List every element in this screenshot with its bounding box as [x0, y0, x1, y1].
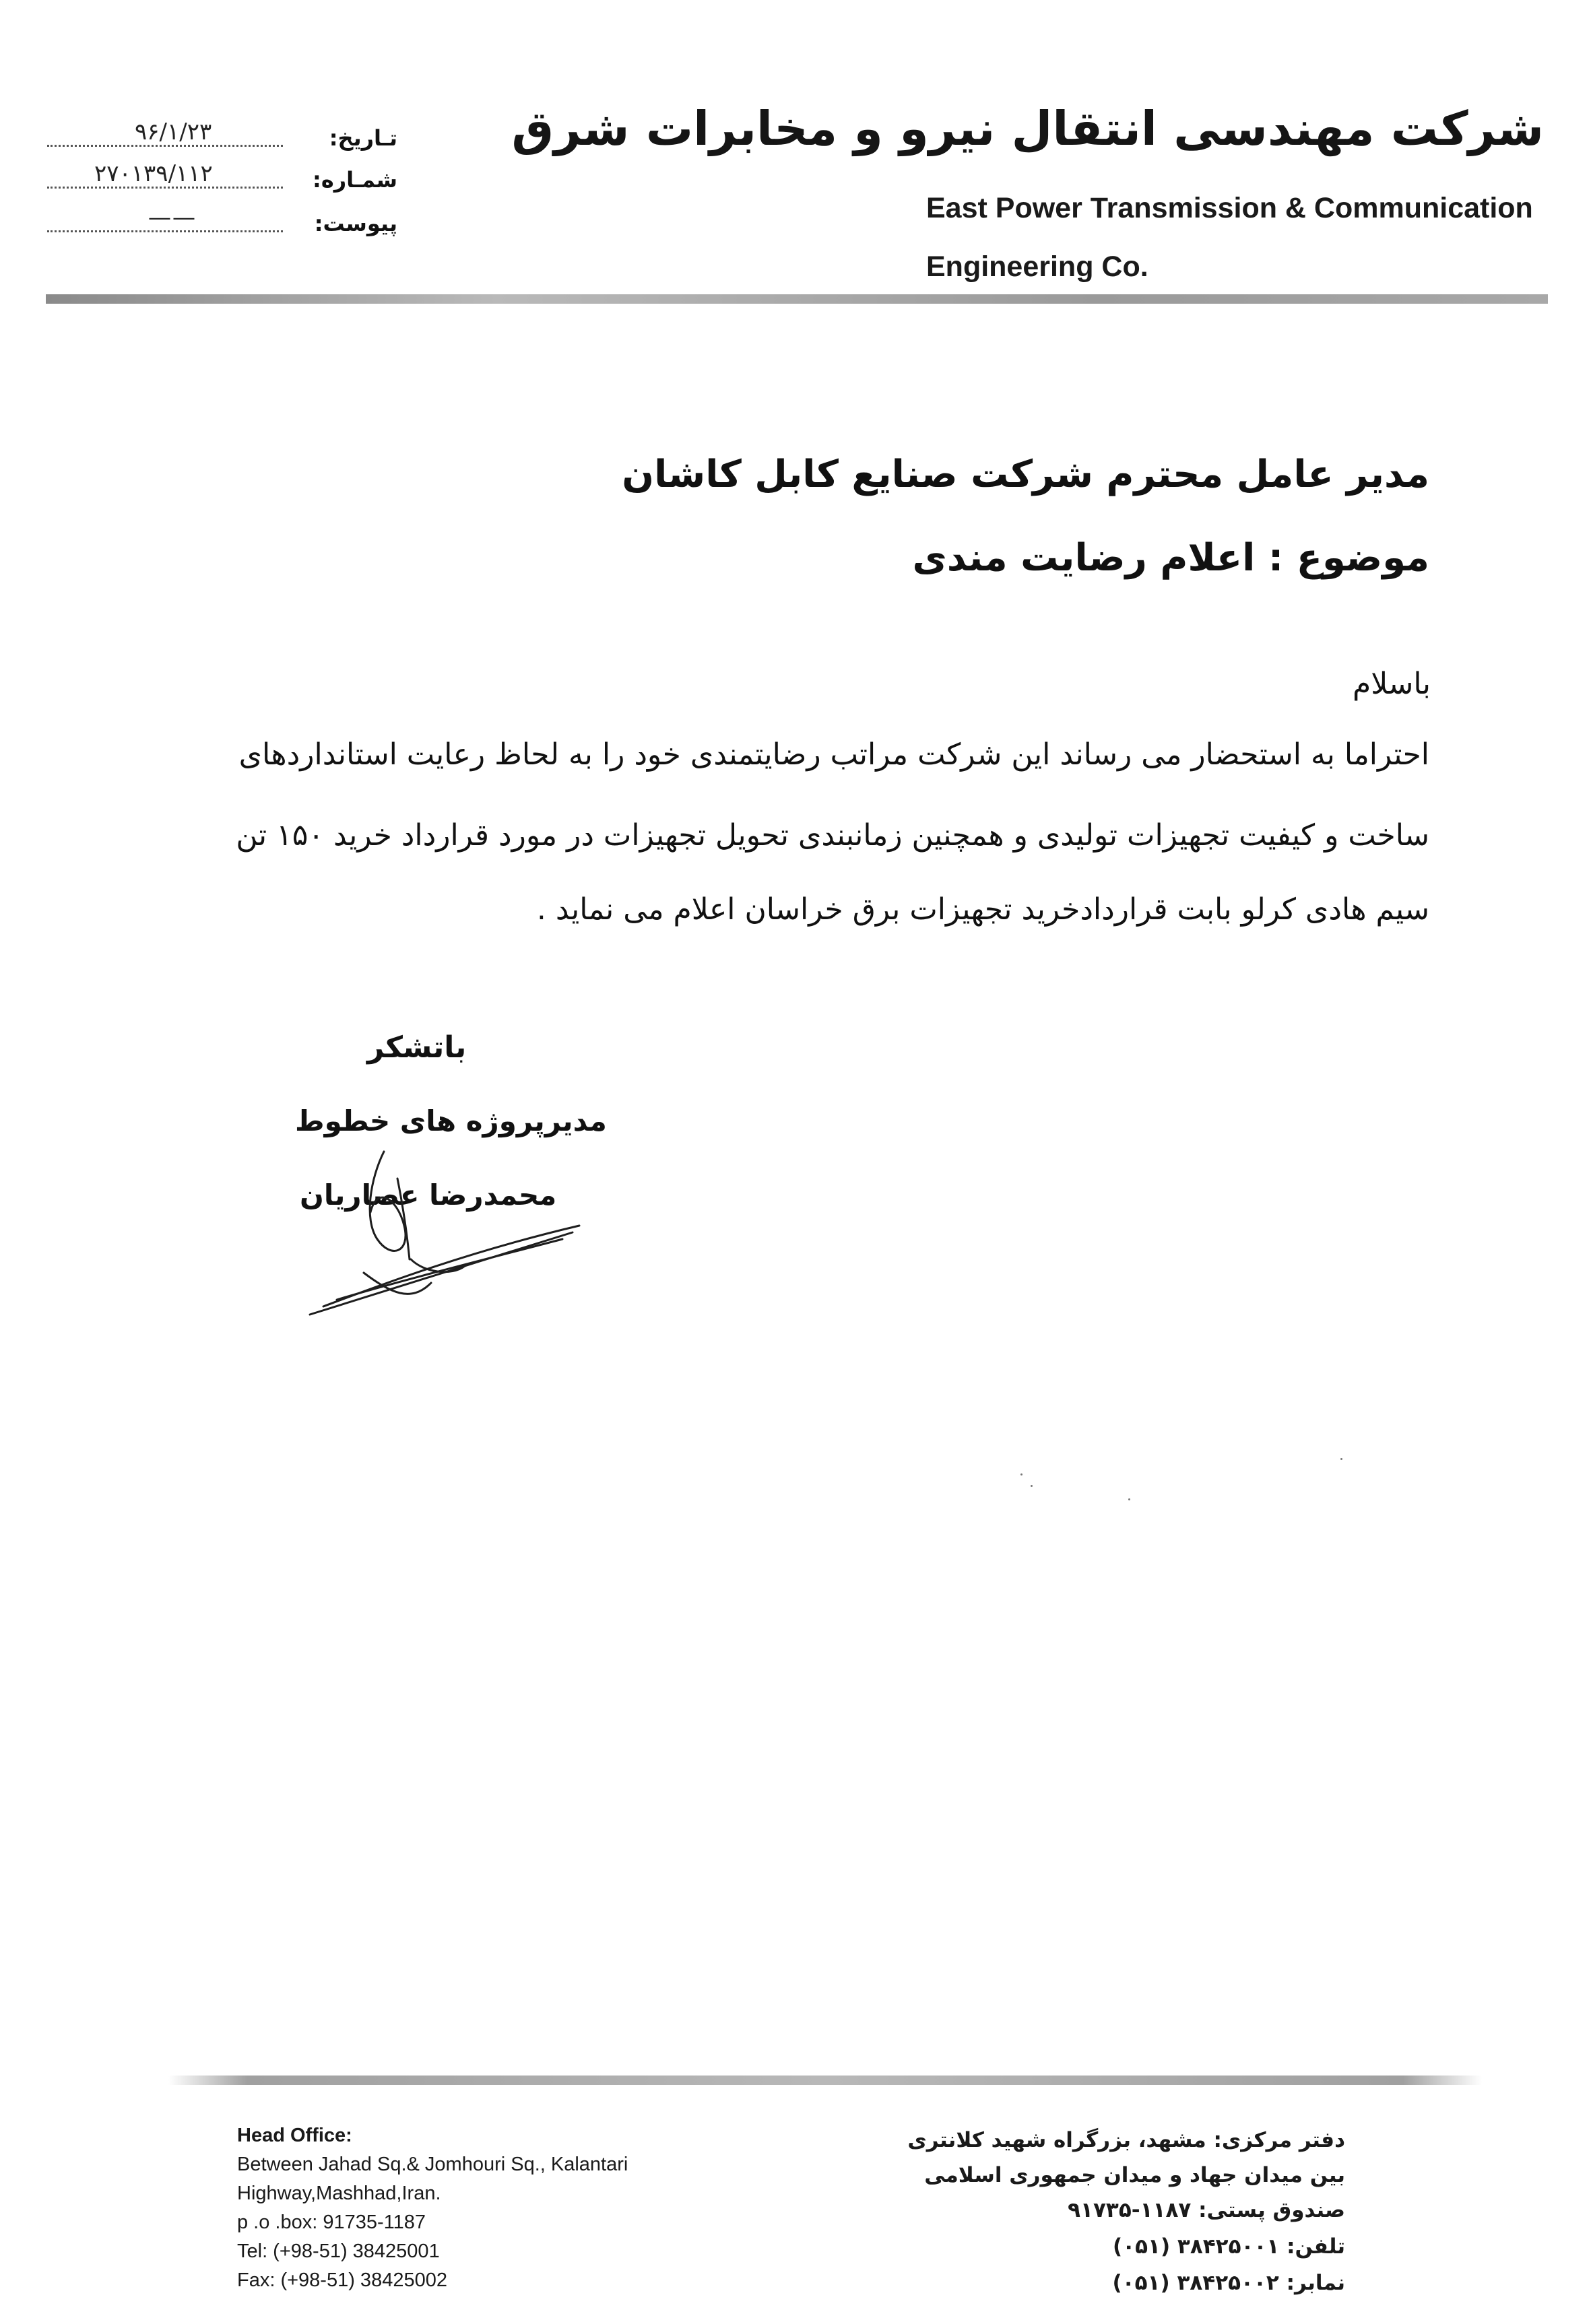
- footer-pobox-fa: صندوق پستی: ۱۱۸۷-۹۱۷۳۵: [1068, 2198, 1345, 2222]
- footer-address-fa: بین میدان جهاد و میدان جمهوری اسلامی: [924, 2163, 1345, 2187]
- footer-pobox: p .o .box: 91735-1187: [237, 2212, 426, 2233]
- subject: موضوع : اعلام رضایت مندی: [912, 536, 1429, 580]
- footer-fax: Fax: (+98-51) 38425002: [237, 2269, 447, 2291]
- footer-divider: [168, 2076, 1482, 2085]
- scan-speck: [1128, 1498, 1130, 1500]
- header-divider: [46, 294, 1548, 304]
- body-line: ساخت و کیفیت تجهیزات تولیدی و همچنین زمانبندی تحویل تجهیزات در مورد قرارداد خرید ۱۵۰ تن: [236, 818, 1429, 853]
- company-name-english-line1: East Power Transmission & Communication: [926, 192, 1533, 224]
- closing: باتشکر: [367, 1030, 467, 1065]
- date-label: تـاریخ:: [329, 125, 397, 151]
- company-name-persian: شرکت مهندسی انتقال نیرو و مخابرات شرق: [511, 101, 1544, 156]
- footer-address-line: Highway,Mashhad,Iran.: [237, 2183, 441, 2204]
- body-line: سیم هادی کرلو بابت قراردادخرید تجهیزات برق خراسان اعلام می نماید .: [536, 892, 1429, 927]
- footer-address-line: Between Jahad Sq.& Jomhouri Sq., Kalantari: [237, 2154, 628, 2175]
- footer-address-fa: دفتر مرکزی: مشهد، بزرگراه شهید کلانتری: [907, 2128, 1345, 2152]
- number-value: ۲۷۰۱۳۹/۱۱۲: [94, 160, 213, 187]
- greeting: باسلام: [1352, 667, 1431, 701]
- footer-tel: Tel: (+98-51) 38425001: [237, 2240, 440, 2262]
- attachment-label: پیوست:: [314, 211, 397, 236]
- date-row: [47, 108, 397, 155]
- signatory-title: مدیرپروژه های خطوط: [295, 1104, 607, 1137]
- scan-speck: [1031, 1485, 1033, 1487]
- attachment-value: ——: [148, 204, 197, 231]
- body-line: احتراما به استحضار می رساند این شرکت مراتب رضایتمندی خود را به لحاظ رعایت استانداردهای: [238, 737, 1429, 772]
- attachment-row: [47, 193, 397, 240]
- footer-tel-fa: تلفن: ۳۸۴۲۵۰۰۱ (۰۵۱): [1113, 2234, 1345, 2259]
- footer-fax-fa: نمابر: ۳۸۴۲۵۰۰۲ (۰۵۱): [1112, 2271, 1345, 2295]
- footer-heading: Head Office:: [237, 2125, 352, 2146]
- date-value: ۹۶/۱/۲۳: [135, 119, 212, 145]
- number-row: [47, 150, 397, 197]
- scan-speck: [1340, 1458, 1342, 1460]
- handwritten-signature: [296, 1138, 606, 1333]
- scan-speck: [1020, 1473, 1022, 1475]
- recipient: مدیر عامل محترم شرکت صنایع کابل کاشان: [622, 453, 1429, 496]
- signatory-name: محمدرضا عصاریان: [300, 1178, 557, 1211]
- company-name-english-line2: Engineering Co.: [926, 251, 1148, 283]
- number-label: شمـاره:: [313, 167, 397, 193]
